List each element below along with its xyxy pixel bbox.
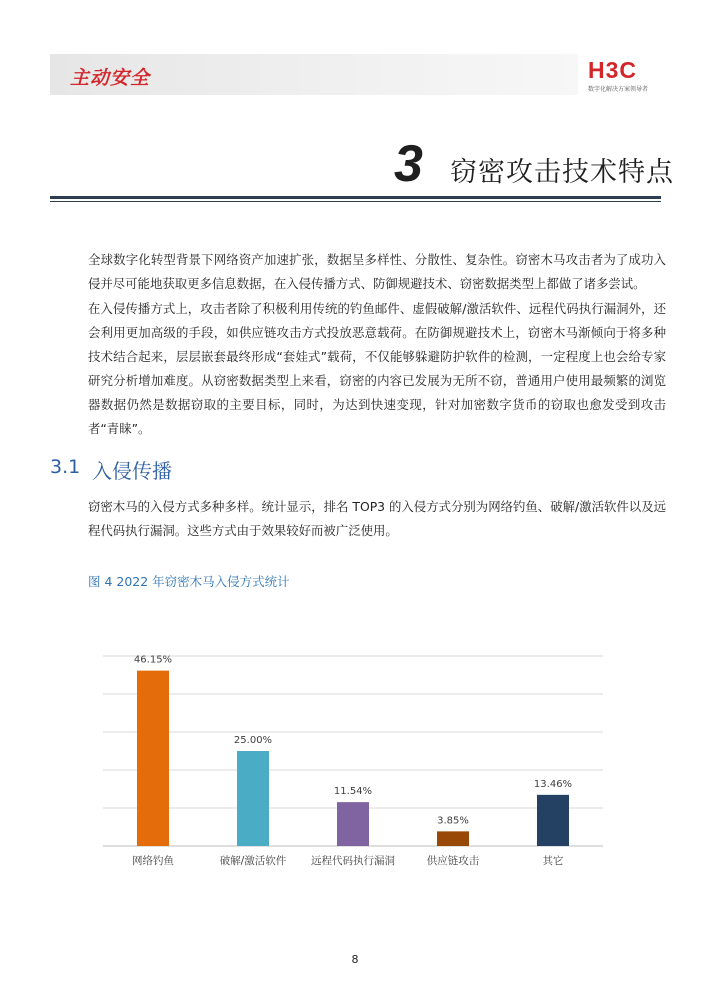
bar-5 xyxy=(537,795,569,846)
data-label: 11.54% xyxy=(333,786,373,798)
logo-mark: H3C xyxy=(588,57,638,83)
section-paragraph: 窃密木马的入侵方式多种多样。统计显示，排名 TOP3 的入侵方式分别为网络钓鱼、破解/激活软件以及远程代码执行漏洞。这些方式由于效果较好而被广泛使用。 xyxy=(88,499,666,538)
data-label: 13.46% xyxy=(533,778,573,790)
bar-3 xyxy=(337,802,369,846)
chapter-title: 窃密攻击技术特点 xyxy=(450,157,674,188)
header-title: 主动安全 xyxy=(70,67,151,89)
category-label: 远程代码执行漏洞 xyxy=(311,855,395,867)
category-label: 破解/激活软件 xyxy=(219,855,287,867)
chapter-divider xyxy=(50,196,661,199)
data-label: 3.85% xyxy=(437,815,469,827)
bar-1 xyxy=(137,671,169,846)
figure-caption: 图 4 2022 年窃密木马入侵方式统计 xyxy=(88,574,290,589)
chart-canvas xyxy=(103,618,603,880)
section-title: 入侵传播 xyxy=(92,459,172,483)
section-number: 3.1 xyxy=(50,456,81,478)
h3c-logo xyxy=(588,58,664,93)
logo-tagline: 数字化解决方案领导者 xyxy=(588,86,649,93)
intrusion-method-bar-chart xyxy=(103,618,603,880)
category-label: 供应链攻击 xyxy=(426,855,480,867)
page-number: 8 xyxy=(351,953,359,966)
category-label: 其它 xyxy=(542,855,564,867)
chapter-number: 3 xyxy=(394,135,423,193)
chapter-divider-thin xyxy=(50,201,661,202)
intro-paragraph-2: 在入侵传播方式上，攻击者除了积极利用传统的钓鱼邮件、虚假破解/激活软件、远程代码执行漏洞外，还会利用更加高级的手段，如供应链攻击方式投放恶意载荷。在防御规避技术上，窃密木马渐倾向于将多种技术结合起来，层层嵌套最终形成“套娃式”载荷，不仅能够躲避防护软件的检测，一定程度上也会给专家研究分析增加难度。从窃密数据类型上来看，窃密的内容已发展为无所不窃，普通用户使用最频繁的浏览器数据仍然是数据窃取的主要目标，同时，为达到快速变现，针对加密数字货币的窃取也愈发受到攻击者“青睐”。 xyxy=(88,301,666,436)
bar-4 xyxy=(437,831,469,846)
data-label: 25.00% xyxy=(233,735,273,746)
intro-paragraph-1: 全球数字化转型背景下网络资产加速扩张，数据呈多样性、分散性、复杂性。窃密木马攻击者为了成功入侵并尽可能地获取更多信息数据，在入侵传播方式、防御规避技术、窃密数据类型上都做了诸多尝试。 xyxy=(88,252,666,291)
category-label: 网络钓鱼 xyxy=(132,855,174,867)
data-label: 46.15% xyxy=(133,654,173,666)
bar-2 xyxy=(237,751,269,846)
